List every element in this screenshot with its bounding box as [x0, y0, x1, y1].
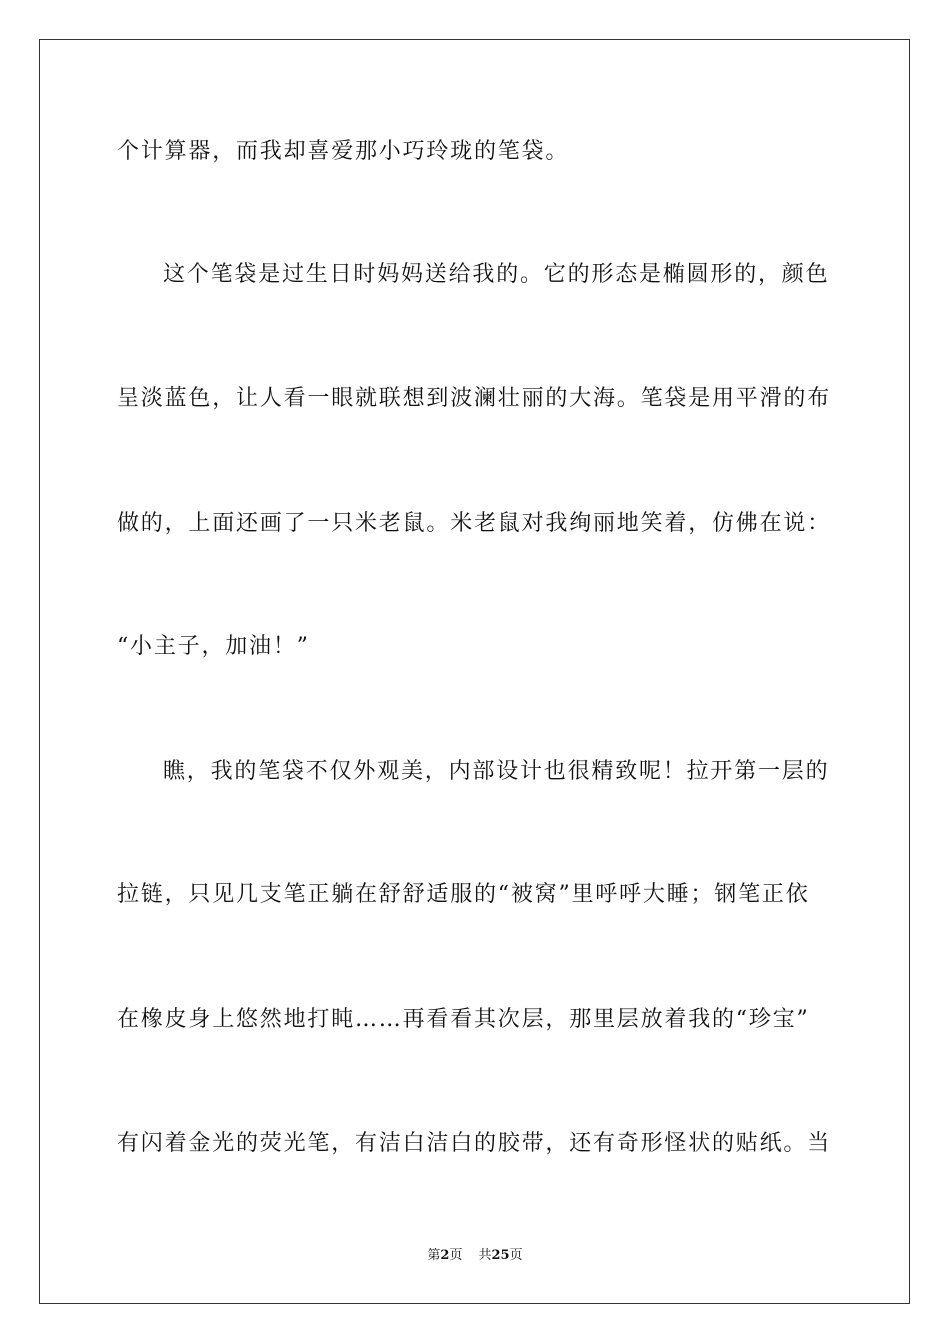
total-pages: 25 [491, 1248, 510, 1263]
page-prefix: 第 [427, 1248, 441, 1263]
text-line-4: 做的，上面还画了一只米老鼠。米老鼠对我绚丽地笑着，仿佛在说： [117, 511, 832, 536]
total-suffix: 页 [509, 1248, 523, 1263]
page-border [39, 39, 910, 1304]
text-line-8: 在橡皮身上悠然地打盹……再看看其次层，那里层放着我的“珍宝” [117, 1007, 810, 1032]
page-footer [0, 1247, 950, 1265]
text-line-1: 个计算器，而我却喜爱那小巧玲珑的笔袋。 [117, 139, 570, 164]
total-prefix: 共 [478, 1248, 492, 1263]
text-line-9: 有闪着金光的荧光笔，有洁白洁白的胶带，还有奇形怪状的贴纸。当 [117, 1131, 832, 1156]
text-line-7: 拉链，只见几支笔正躺在舒舒适服的“被窝”里呼呼大睡；钢笔正依 [117, 882, 810, 907]
text-line-5: “小主子，加油！” [117, 634, 310, 659]
page-number: 2 [440, 1248, 450, 1263]
text-line-3: 呈淡蓝色，让人看一眼就联想到波澜壮丽的大海。笔袋是用平滑的布 [117, 386, 832, 411]
text-line-2: 这个笔袋是过生日时妈妈送给我的。它的形态是椭圆形的，颜色 [163, 262, 830, 287]
page-suffix: 页 [449, 1248, 463, 1263]
text-line-6: 瞧，我的笔袋不仅外观美，内部设计也很精致呢！拉开第一层的 [163, 759, 830, 784]
